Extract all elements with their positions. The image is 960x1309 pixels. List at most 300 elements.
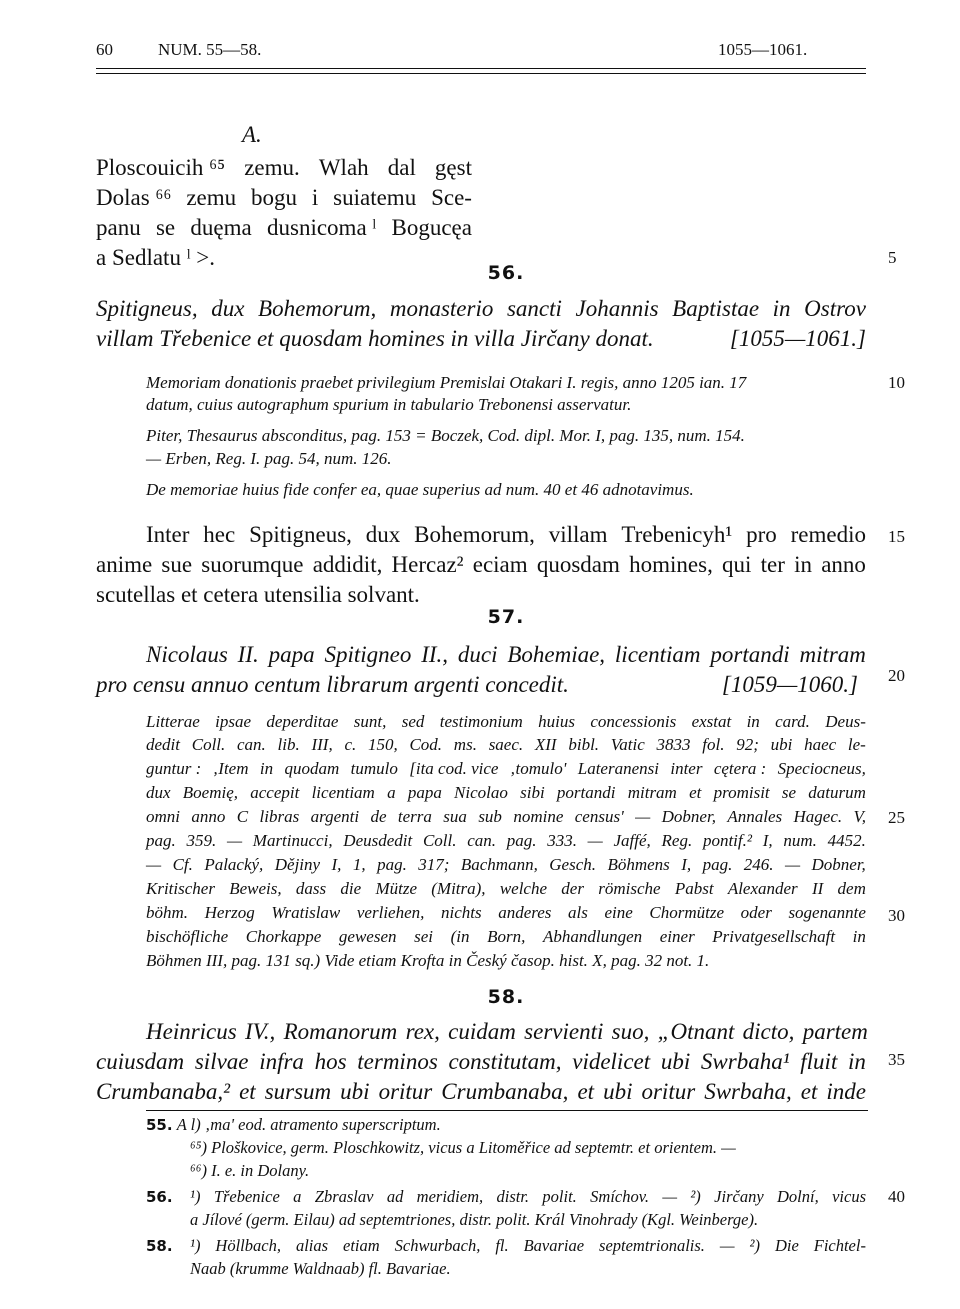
regest-line: [96, 670, 858, 700]
word: ‚Item: [212, 759, 249, 778]
word: Mütze: [375, 879, 417, 898]
note-line: [146, 830, 866, 852]
word: oritur: [641, 1079, 696, 1104]
word: sursum: [264, 1079, 332, 1104]
word: tumulo: [350, 759, 398, 778]
word: Cod.: [409, 735, 443, 754]
word: zemu.: [244, 155, 300, 180]
word: se: [781, 783, 797, 802]
word: a Sedlatu ˡ >.: [96, 245, 215, 270]
word: a: [387, 783, 396, 802]
word: Wratislaw: [271, 903, 341, 922]
footnote-55-66: ⁶⁶) I. e. in Dolany.: [190, 1161, 310, 1180]
word: Höllbach,: [215, 1236, 281, 1255]
word: ²): [690, 1187, 701, 1206]
word: Spitigneo: [324, 642, 412, 667]
word: 1,: [352, 855, 366, 874]
word: et: [577, 1079, 595, 1104]
word: Pabst: [674, 879, 714, 898]
word: census': [574, 807, 624, 826]
word: ad: [386, 1187, 404, 1206]
word: ubi: [603, 1079, 633, 1104]
word: Coll.: [191, 735, 226, 754]
word: II.,: [421, 642, 449, 667]
page-number: 60: [96, 40, 113, 59]
note-line: [146, 902, 866, 924]
margin-line-number: 40: [888, 1187, 905, 1206]
word: die: [340, 879, 362, 898]
word: fl.: [495, 1236, 509, 1255]
word: testimonium: [439, 712, 523, 731]
word: Bohemorum,: [414, 522, 535, 547]
word: dux: [365, 522, 401, 547]
word: de: [370, 807, 387, 826]
word: omni: [146, 807, 180, 826]
word: et: [800, 1079, 818, 1104]
word: suorumque: [201, 552, 304, 577]
word: sua: [443, 807, 467, 826]
margin-line-number: 15: [888, 527, 905, 546]
word: —: [226, 831, 243, 850]
word: lib.: [277, 735, 300, 754]
word: Johannis: [575, 296, 659, 321]
word: Třebenice: [213, 1187, 280, 1206]
word: homines,: [629, 552, 713, 577]
word: 317;: [418, 855, 450, 874]
note-line: [146, 878, 866, 900]
word: Deus-: [825, 712, 866, 731]
word: I,: [762, 831, 773, 850]
word: dal: [387, 155, 416, 180]
word: Annales: [727, 807, 783, 826]
word: num.: [783, 831, 817, 850]
word: hec: [203, 522, 236, 547]
word: Zbraslav: [314, 1187, 374, 1206]
regest-line: [96, 294, 866, 324]
word: sunt,: [353, 712, 387, 731]
word: huius: [538, 712, 575, 731]
word: can.: [237, 735, 266, 754]
word: pag.: [146, 831, 176, 850]
text-line: [96, 550, 866, 580]
footnote-line: Naab (krumme Waldnaab) fl. Bavariae.: [190, 1259, 451, 1278]
word: Wlah: [318, 155, 369, 180]
word: concessionis: [590, 712, 677, 731]
word: Jaffé,: [613, 831, 651, 850]
word: constitutam,: [448, 1049, 562, 1074]
word: 246.: [743, 855, 774, 874]
word: Bavariae: [523, 1236, 585, 1255]
word: Trebenicyh¹: [621, 522, 733, 547]
word: Jirčany: [714, 1187, 764, 1206]
word: sei: [414, 927, 434, 946]
word: pag.: [702, 855, 733, 874]
word: Beweis,: [229, 879, 282, 898]
word: a: [293, 1187, 302, 1206]
word: römische: [598, 879, 661, 898]
word: sogenannte: [788, 903, 866, 922]
word: terminos: [357, 1049, 438, 1074]
word: pag.: [377, 855, 407, 874]
word: Speciocneus,: [777, 759, 866, 778]
word: pro censu annuo centum librarum argenti concedit.: [96, 672, 569, 697]
word: Smíchov.: [590, 1187, 649, 1206]
word: in: [772, 296, 791, 321]
word: Palacký,: [204, 855, 264, 874]
note-line: [146, 734, 866, 756]
word: Die: [774, 1236, 799, 1255]
footnote-line: [190, 1235, 866, 1257]
word: cuiusdam: [96, 1049, 185, 1074]
header-rule-bottom: [96, 73, 866, 74]
word: II.: [237, 642, 259, 667]
word: etiam: [343, 1236, 380, 1255]
footnote-line: a Jílové (germ. Eilau) ad septemtriones, distr. polit. Král Vinohrady (Kgl. Weinberge).: [190, 1210, 759, 1229]
word: remedio: [790, 522, 866, 547]
section-number-57: 57.: [487, 606, 525, 628]
word: Kritischer: [146, 879, 215, 898]
word: Bohemorum,: [258, 296, 377, 321]
text-line: [96, 153, 472, 183]
word: ms.: [453, 735, 477, 754]
word: villam Třebenice et quosdam homines in villa Jirčany donat.: [96, 326, 654, 351]
word: Romanorum: [283, 1019, 398, 1044]
word: Böhmen III, pag. 131 sq.) Vide etiam Krofta in Český časop. hist. X, pag. 32 not. 1.: [146, 951, 710, 970]
word: dicto,: [742, 1019, 795, 1044]
word: Vatic: [610, 735, 645, 754]
word: videlicet: [572, 1049, 651, 1074]
word: V,: [853, 807, 866, 826]
word: 4452.: [827, 831, 866, 850]
word: oder: [740, 903, 772, 922]
word: in: [848, 1049, 866, 1074]
word: gewesen: [338, 927, 397, 946]
word: quosdam: [536, 552, 620, 577]
word: zemu: [186, 185, 237, 210]
word: alias: [295, 1236, 329, 1255]
word: licentiam: [311, 783, 375, 802]
word: Boemię,: [182, 783, 239, 802]
word: anno: [191, 807, 226, 826]
word: bibl.: [568, 735, 600, 754]
word: cuidam: [448, 1019, 516, 1044]
header-section-range: NUM. 55—58.: [158, 40, 262, 59]
word: fol.: [702, 735, 725, 754]
word: Inter: [146, 522, 190, 547]
word: duęma: [190, 215, 252, 240]
word: sed: [401, 712, 425, 731]
word: sue: [161, 552, 193, 577]
word: promisit: [713, 783, 770, 802]
word: septemtrionalis.: [599, 1236, 705, 1255]
word: dusnicoma ˡ: [267, 215, 377, 240]
footnote-label-58: [146, 1235, 173, 1257]
word: in: [794, 552, 812, 577]
variant-label: A.: [242, 122, 262, 147]
word: portandi: [556, 783, 616, 802]
footnote-label-56: [146, 1186, 173, 1208]
word: qui: [722, 552, 752, 577]
word: i: [311, 185, 319, 210]
footnote-label: 58.: [146, 1237, 173, 1255]
word: oritur: [378, 1079, 433, 1104]
word: vicus: [832, 1187, 866, 1206]
word: cętera :: [713, 759, 767, 778]
word: daturum: [808, 783, 866, 802]
word: Dějiny: [274, 855, 321, 874]
word: Lateranensi: [577, 759, 659, 778]
word: Böhmens: [607, 855, 670, 874]
word: ¹): [190, 1187, 201, 1206]
word: Swrbaha¹: [700, 1049, 790, 1074]
word: als: [568, 903, 588, 922]
word: ipsae: [215, 712, 252, 731]
word: Ostrov: [804, 296, 866, 321]
margin-line-number: 35: [888, 1050, 905, 1069]
word: Swrbaha,: [704, 1079, 792, 1104]
word: ter: [760, 552, 785, 577]
word: Chormütze: [649, 903, 725, 922]
word: Cf.: [172, 855, 193, 874]
word: silvae: [194, 1049, 249, 1074]
word: [ita cod. vice: [409, 759, 499, 778]
word: sibi: [520, 783, 545, 802]
word: Dolas ⁶⁶: [96, 185, 172, 210]
word: Crumbanaba,²: [96, 1079, 231, 1104]
word: C: [236, 807, 249, 826]
word: exstat: [691, 712, 732, 731]
footnote-rule: [146, 1110, 868, 1111]
word: dux: [211, 296, 245, 321]
word: papa: [407, 783, 442, 802]
word: 150,: [367, 735, 398, 754]
footnote-label: 56.: [146, 1188, 173, 1206]
word: gęst: [434, 155, 472, 180]
word: scutellas et cetera utensilia solvant.: [96, 582, 420, 607]
margin-line-number: 5: [888, 248, 897, 267]
header-rule-top: [96, 68, 866, 69]
word: Martinucci,: [252, 831, 333, 850]
word: Nicolao: [454, 783, 508, 802]
note-line: Piter, Thesaurus absconditus, pag. 153 = Boczek, Cod. dipl. Mor. I, pag. 135, num. 154.: [146, 426, 745, 445]
word: ubi: [340, 1079, 370, 1104]
word: nomine: [513, 807, 564, 826]
word: addidit,: [312, 552, 383, 577]
word: Crumbanaba,: [441, 1079, 569, 1104]
word: inter: [670, 759, 703, 778]
word: duci: [457, 642, 498, 667]
word: anno: [821, 552, 866, 577]
word: partem: [802, 1019, 868, 1044]
word: (in: [450, 927, 470, 946]
word: Bachmann,: [460, 855, 538, 874]
word: meridiem,: [416, 1187, 484, 1206]
word: ubi: [660, 1049, 691, 1074]
note-line: Memoriam donationis praebet privilegium Premislai Otakari I. regis, anno 1205 ian. 17: [146, 373, 747, 392]
word: terra: [397, 807, 432, 826]
note-line: De memoriae huius fide confer ea, quae superius ad num. 40 et 46 adnotavimus.: [146, 480, 694, 499]
section-number: [96, 606, 916, 628]
word: licentiam: [614, 642, 701, 667]
word: dux: [146, 783, 171, 802]
section-number: [96, 262, 916, 284]
word: II: [811, 879, 824, 898]
word: —: [719, 1236, 735, 1255]
word: portandi: [710, 642, 790, 667]
word: —: [635, 807, 651, 826]
word: servienti: [524, 1019, 604, 1044]
word: nichts: [441, 903, 482, 922]
word: panu: [96, 215, 141, 240]
word: Spitigneus,: [249, 522, 352, 547]
word: haec: [804, 735, 837, 754]
word: dem: [837, 879, 866, 898]
footnote-line: [190, 1186, 866, 1208]
word: can.: [467, 831, 497, 850]
word: —: [662, 1187, 677, 1206]
note-line: datum, cuius autographum spurium in tabulario Trebonensi asservatur.: [146, 395, 632, 414]
regest-line: [146, 640, 866, 670]
word: pontif.²: [702, 831, 752, 850]
word: c.: [344, 735, 357, 754]
word: [1059—1060.]: [721, 672, 858, 697]
word: Privatgesellschaft: [712, 927, 836, 946]
word: ‚tomulo': [509, 759, 567, 778]
word: ²): [749, 1236, 760, 1255]
word: eine: [604, 903, 633, 922]
word: libras: [259, 807, 300, 826]
word: Dolní,: [777, 1187, 819, 1206]
section-number-56: 56.: [487, 262, 525, 284]
footnote-text: A l) ‚ma' eod. atramento superscriptum.: [176, 1115, 441, 1134]
word: Sce-: [431, 185, 472, 210]
word: et: [689, 783, 702, 802]
word: Litterae: [146, 712, 200, 731]
word: quodam: [284, 759, 340, 778]
word: bischöfliche: [146, 927, 229, 946]
word: Deusdedit: [343, 831, 413, 850]
word: Dobner,: [811, 855, 866, 874]
word: accepit: [250, 783, 300, 802]
word: 92;: [736, 735, 759, 754]
word: sub: [478, 807, 502, 826]
word: Spitigneus,: [96, 296, 198, 321]
word: ubi: [770, 735, 793, 754]
word: Nicolaus: [146, 642, 228, 667]
word: in: [852, 927, 866, 946]
word: (Mitra),: [431, 879, 486, 898]
note-line: — Erben, Reg. I. pag. 54, num. 126.: [146, 449, 392, 468]
word: verliehen,: [356, 903, 425, 922]
regest-line: [96, 1077, 866, 1107]
word: le-: [847, 735, 866, 754]
word: —: [784, 855, 801, 874]
word: mitram: [627, 783, 677, 802]
word: anime: [96, 552, 153, 577]
footnote-label-55: 55.: [146, 1116, 173, 1134]
word: der: [561, 879, 584, 898]
word: Bohemiae,: [507, 642, 606, 667]
word: dedit: [146, 735, 180, 754]
word: Dobner,: [661, 807, 716, 826]
word: dass: [295, 879, 327, 898]
word: saec.: [488, 735, 524, 754]
regest-line: [146, 1017, 868, 1047]
section-number: [96, 986, 916, 1008]
word: monasterio: [389, 296, 494, 321]
text-line: [96, 183, 472, 213]
word: III,: [311, 735, 333, 754]
word: argenti: [310, 807, 360, 826]
word: fluit: [800, 1049, 838, 1074]
word: Herzog: [204, 903, 255, 922]
word: einer: [659, 927, 695, 946]
word: I,: [681, 855, 692, 874]
word: suo,: [611, 1019, 650, 1044]
note-line: [146, 926, 866, 948]
word: —: [587, 831, 603, 850]
word: villam: [548, 522, 608, 547]
word: 3833: [656, 735, 691, 754]
word: Reg.: [661, 831, 693, 850]
word: Gesch.: [549, 855, 596, 874]
note-line: [146, 782, 866, 804]
word: in: [746, 712, 760, 731]
word: 333.: [547, 831, 577, 850]
word: deperditae: [266, 712, 339, 731]
word: in: [259, 759, 274, 778]
word: inde: [826, 1079, 866, 1104]
word: hos: [314, 1049, 347, 1074]
word: polit.: [542, 1187, 577, 1206]
word: Ploscouicih ⁶⁵: [96, 155, 226, 180]
word: card.: [775, 712, 810, 731]
note-line: [146, 711, 866, 733]
word: Coll.: [422, 831, 457, 850]
word: rex,: [405, 1019, 440, 1044]
word: Bogucęa: [391, 215, 472, 240]
word: eciam: [472, 552, 528, 577]
section-number-58: 58.: [487, 986, 525, 1008]
footnote-55-a: [146, 1114, 441, 1136]
word: Hercaz²: [391, 552, 464, 577]
word: bogu: [251, 185, 298, 210]
word: Heinricus: [146, 1019, 237, 1044]
margin-line-number: 20: [888, 666, 905, 685]
word: XII: [534, 735, 557, 754]
word: Abhandlungen: [542, 927, 643, 946]
word: Chorkappe: [245, 927, 322, 946]
word: mitram: [799, 642, 866, 667]
word: 359.: [186, 831, 217, 850]
word: Fichtel-: [813, 1236, 866, 1255]
word: „Otnant: [657, 1019, 735, 1044]
margin-line-number: 30: [888, 906, 905, 925]
word: IV.,: [245, 1019, 276, 1044]
word: papa: [268, 642, 315, 667]
word: infra: [259, 1049, 304, 1074]
word: ¹): [190, 1236, 201, 1255]
margin-line-number: 25: [888, 808, 905, 827]
word: suiatemu: [333, 185, 417, 210]
regest-line: [96, 1047, 866, 1077]
word: guntur :: [146, 759, 202, 778]
word: se: [155, 215, 176, 240]
word: Alexander: [727, 879, 798, 898]
note-line: [146, 950, 866, 972]
footnote-55-65: ⁶⁵) Ploškovice, germ. Ploschkowitz, vicus a Litoměřice ad septemtr. et orientem. —: [190, 1138, 736, 1157]
text-line: [96, 213, 472, 243]
